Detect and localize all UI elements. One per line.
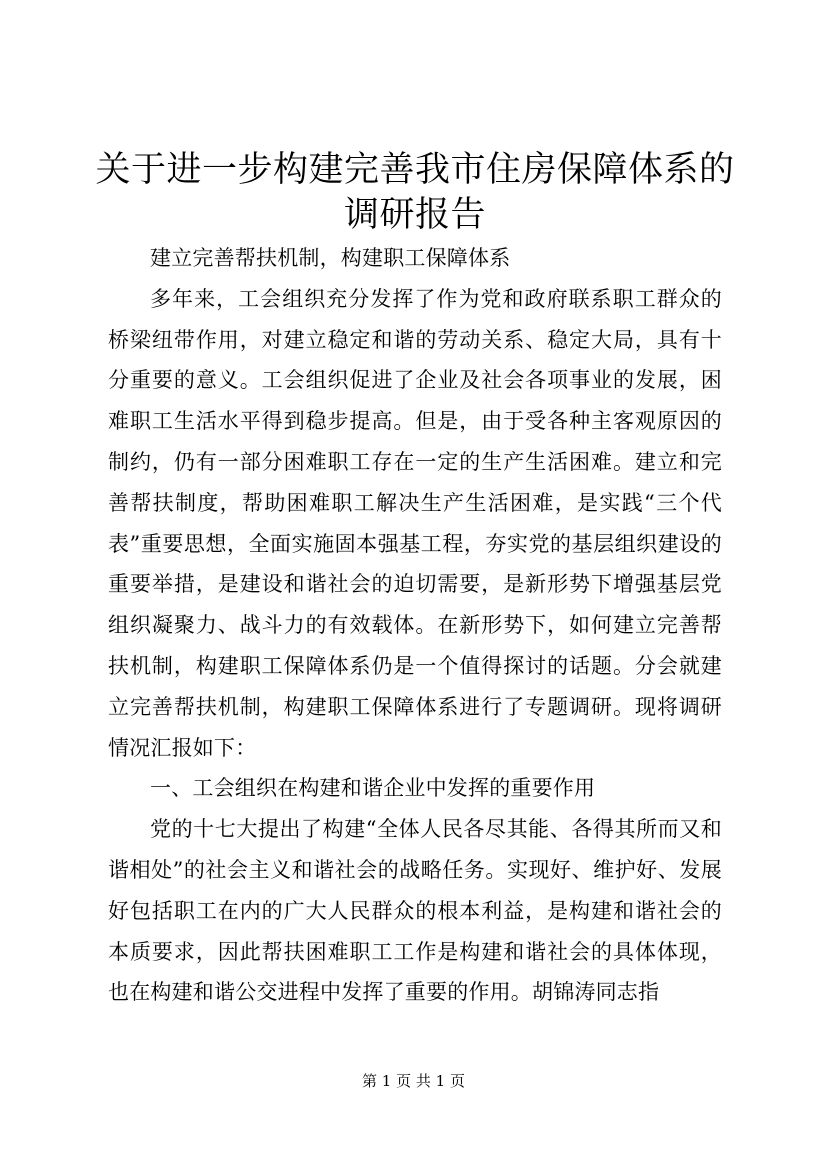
body-paragraph: 党的十七大提出了构建“全体人民各尽其能、各得其所而又和谐相处”的社会主义和谐社会的战略任务。实现好、维护好、发展好包括职工在内的广大人民群众的根本利益，是构建和谐社会的本质要求，因此帮扶困难职工工作是构建和谐社会的具体体现，也在构建和谐公交进程中发挥了重要的作用。胡锦涛同志指 [108,817,722,1005]
page-number-footer: 第 1 页 共 1 页 [362,1072,465,1090]
body-paragraph: 多年来，工会组织充分发挥了作为党和政府联系职工群众的桥梁纽带作用，对建立稳定和谐的劳动关系、稳定大局，具有十分重要的意义。工会组织促进了企业及社会各项事业的发展，困难职工生活水平得到稳步提高。但是，由于受各种主客观原因的制约，仍有一部分困难职工存在一定的生产生活困难。建立和完善帮扶制度，帮助困难职工解决生产生活困难，是实践“三个代表”重要思想，全面实施固本强基工程，夯实党的基层组织建设的重要举措，是建设和谐社会的迫切需要，是新形势下增强基层党组织凝聚力、战斗力的有效载体。在新形势下，如何建立完善帮扶机制，构建职工保障体系仍是一个值得探讨的话题。分会就建立完善帮扶机制，构建职工保障体系进行了专题调研。现将调研情况汇报如下： [108,286,722,760]
document-body [108,238,722,1013]
section-heading: 一、工会组织在构建和谐企业中发挥的重要作用 [150,776,596,801]
document-title: 关于进一步构建完善我市住房保障体系的调研报告 [95,150,735,235]
section-heading: 建立完善帮扶机制，构建职工保障体系 [150,246,511,270]
